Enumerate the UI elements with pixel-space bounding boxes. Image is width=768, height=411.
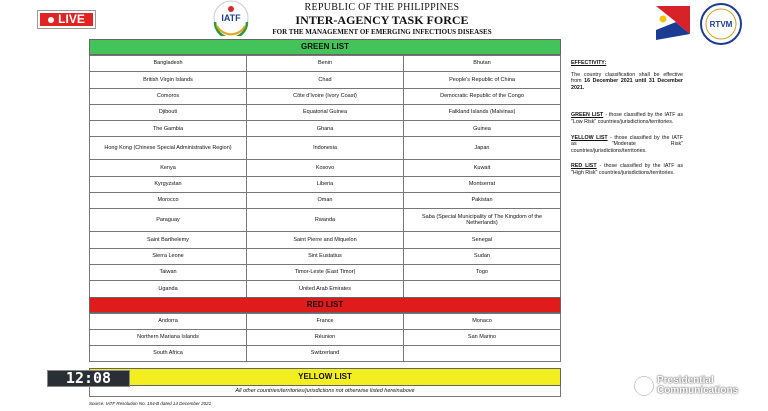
table-row xyxy=(90,121,561,137)
country-cell: Saint Pierre and Miquelon xyxy=(247,232,404,248)
country-cell: Kosovo xyxy=(247,160,404,176)
country-cell: Taiwan xyxy=(90,264,247,280)
page-header xyxy=(262,2,502,36)
country-cell: Monaco xyxy=(404,314,561,330)
country-cell: Andorra xyxy=(90,314,247,330)
red-list-header: RED LIST xyxy=(89,297,561,313)
country-cell: Chad xyxy=(247,72,404,88)
country-cell: Oman xyxy=(247,193,404,209)
country-cell: San Marino xyxy=(404,330,561,346)
live-dot-icon xyxy=(48,17,54,23)
table-row xyxy=(90,176,561,192)
country-cell: Réunion xyxy=(247,330,404,346)
country-cell: Guinea xyxy=(404,121,561,137)
header-republic: REPUBLIC OF THE PHILIPPINES xyxy=(304,2,460,13)
yellow-list-note: All other countries/territories/jurisdictions not otherwise listed hereinabove xyxy=(89,386,561,397)
source-note: Source: IATF Resolution No. 154-B dated 14 December 2021 xyxy=(89,401,212,406)
table-row xyxy=(90,281,561,297)
country-cell: Paraguay xyxy=(90,209,247,232)
green-legend-text: - those classified by the IATF as "Low Risk" countries/jurisdictions/territories. xyxy=(571,112,683,125)
country-cell: South Africa xyxy=(90,346,247,362)
country-cell: Comoros xyxy=(90,88,247,104)
effectivity-block xyxy=(571,60,683,91)
country-cell: People's Republic of China xyxy=(404,72,561,88)
country-cell: Northern Mariana Islands xyxy=(90,330,247,346)
table-row xyxy=(90,137,561,160)
rtvm-logo-icon xyxy=(700,3,742,45)
legend-panel xyxy=(571,60,683,186)
broadcaster-watermark xyxy=(634,376,738,396)
country-cell: Hong Kong (Chinese Special Administrative Region) xyxy=(90,137,247,160)
yellow-legend-label: YELLOW LIST xyxy=(571,134,608,141)
table-row xyxy=(90,88,561,104)
table-row xyxy=(90,232,561,248)
country-cell: Togo xyxy=(404,264,561,280)
iatf-logo-icon xyxy=(205,0,257,36)
country-cell: Pakistan xyxy=(404,193,561,209)
green-list-table xyxy=(89,55,561,298)
country-cell: Côte d'Ivoire (Ivory Coast) xyxy=(247,88,404,104)
country-cell: Sudan xyxy=(404,248,561,264)
country-cell: Kyrgyzstan xyxy=(90,176,247,192)
green-legend xyxy=(571,112,683,125)
country-cell: Timor-Leste (East Timor) xyxy=(247,264,404,280)
table-row xyxy=(90,248,561,264)
country-cell: Equatorial Guinea xyxy=(247,104,404,120)
country-cell: Sint Eustatius xyxy=(247,248,404,264)
green-legend-label: GREEN LIST xyxy=(571,112,604,119)
country-cell: France xyxy=(247,314,404,330)
country-cell: Sierra Leone xyxy=(90,248,247,264)
table-row xyxy=(90,264,561,280)
country-cell: United Arab Emirates xyxy=(247,281,404,297)
green-list-header: GREEN LIST xyxy=(89,39,561,55)
country-cell: Rwanda xyxy=(247,209,404,232)
country-cell: Montserrat xyxy=(404,176,561,192)
country-cell: Djibouti xyxy=(90,104,247,120)
country-cell: Benin xyxy=(247,56,404,72)
country-cell: Kenya xyxy=(90,160,247,176)
yellow-legend xyxy=(571,135,683,155)
country-cell: British Virgin Islands xyxy=(90,72,247,88)
red-list-table xyxy=(89,313,561,362)
country-cell: Indonesia xyxy=(247,137,404,160)
table-row xyxy=(90,314,561,330)
country-cell: Uganda xyxy=(90,281,247,297)
table-row xyxy=(90,209,561,232)
effectivity-text: The country classification shall be effective from xyxy=(571,71,683,85)
pcoo-seal-icon xyxy=(634,376,654,396)
country-cell: Liberia xyxy=(247,176,404,192)
country-cell: Switzerland xyxy=(247,346,404,362)
iatf-logo-text: IATF xyxy=(221,13,241,23)
live-badge xyxy=(38,11,95,28)
broadcaster-line2: Communications xyxy=(657,385,739,396)
table-row xyxy=(90,330,561,346)
table-row xyxy=(90,160,561,176)
table-row xyxy=(90,346,561,362)
table-row xyxy=(90,72,561,88)
country-cell: Morocco xyxy=(90,193,247,209)
red-legend-text: - those classified by the IATF as "High Risk" countries/jurisdictions/territories. xyxy=(571,163,683,176)
yellow-legend-text: - those classified by the IATF as "Moderate Risk" countries/jurisdictions/territories. xyxy=(571,134,683,154)
country-cell: The Gambia xyxy=(90,121,247,137)
yellow-list-header: YELLOW LIST xyxy=(89,368,561,386)
table-row xyxy=(90,104,561,120)
live-label: LIVE xyxy=(58,12,85,26)
broadcaster-line1: Presidential xyxy=(657,375,714,386)
rtvm-logo-text: RTVM xyxy=(709,20,733,29)
country-cell: Saint Barthelemy xyxy=(90,232,247,248)
country-cell: Saba (Special Municipality of The Kingdom of the Netherlands) xyxy=(404,209,561,232)
country-cell: Falkland Islands (Malvinas) xyxy=(404,104,561,120)
country-cell: Senegal xyxy=(404,232,561,248)
country-cell: Kuwait xyxy=(404,160,561,176)
header-title: INTER-AGENCY TASK FORCE xyxy=(295,13,469,27)
broadcast-clock: 12:08 xyxy=(47,370,130,387)
country-cell: Democratic Republic of the Congo xyxy=(404,88,561,104)
effectivity-heading: EFFECTIVITY: xyxy=(571,60,607,66)
header-subtitle: FOR THE MANAGEMENT OF EMERGING INFECTIOUS DISEASES xyxy=(272,28,492,36)
red-legend-label: RED LIST xyxy=(571,163,597,170)
country-cell: Japan xyxy=(404,137,561,160)
country-cell: Bhutan xyxy=(404,56,561,72)
table-row xyxy=(90,56,561,72)
country-cell xyxy=(404,281,561,297)
effectivity-dates: 16 December 2021 until 31 December 2021. xyxy=(571,78,683,91)
country-cell: Bangladesh xyxy=(90,56,247,72)
country-cell: Ghana xyxy=(247,121,404,137)
country-cell xyxy=(404,346,561,362)
red-legend xyxy=(571,163,683,176)
table-row xyxy=(90,193,561,209)
philippine-flag-logo-icon xyxy=(654,4,692,42)
